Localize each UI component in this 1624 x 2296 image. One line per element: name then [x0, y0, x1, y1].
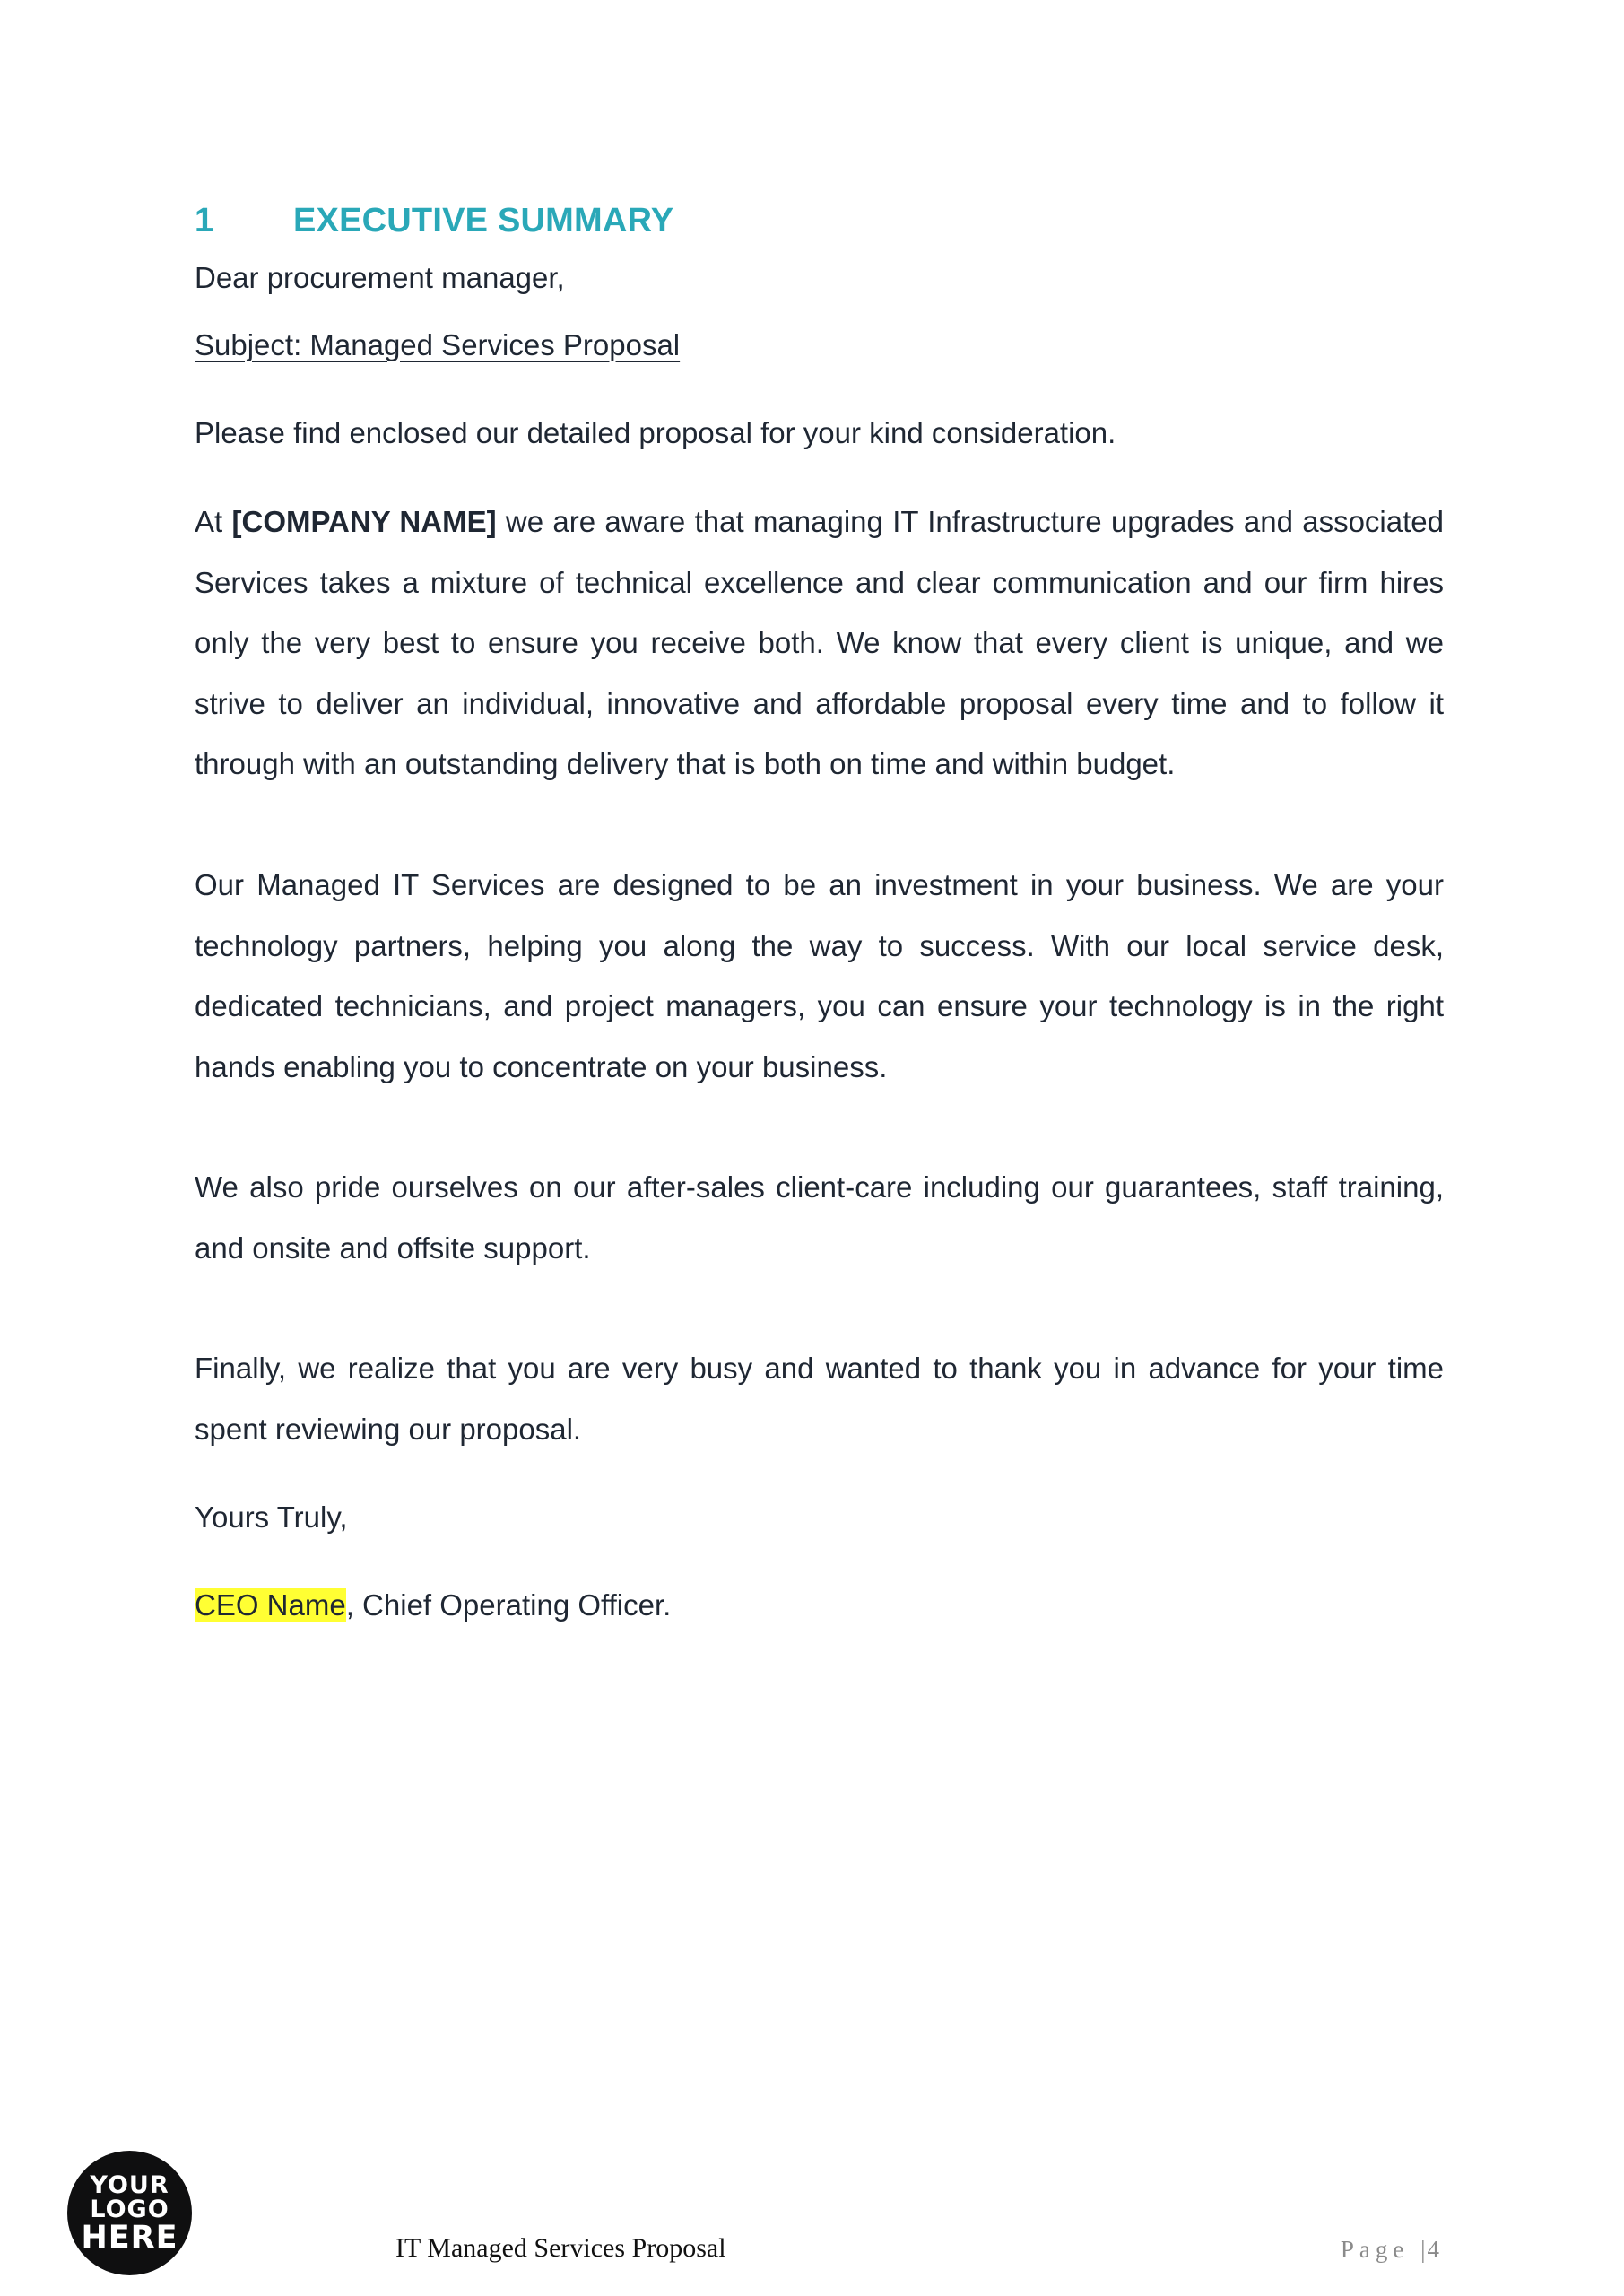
footer-page-value: 4: [1427, 2236, 1445, 2263]
section-title: EXECUTIVE SUMMARY: [293, 201, 674, 239]
logo-text-line-2: LOGO: [90, 2195, 169, 2223]
intro-paragraph: Please find enclosed our detailed proposal for your kind consideration.: [195, 416, 1116, 449]
paragraph-aftersales: We also pride ourselves on our after-sales client-care including our guarantees, staff training, and onsite and offsite support.: [195, 1170, 1444, 1265]
logo-text-line-1: YOUR: [90, 2170, 169, 2199]
closing: Yours Truly,: [195, 1500, 348, 1534]
paragraph-company: [195, 491, 1444, 795]
section-number: 1: [195, 201, 214, 239]
footer-page-separator: |: [1420, 2236, 1428, 2263]
footer-page-label: Page: [1340, 2236, 1410, 2263]
section-heading: [195, 196, 673, 246]
footer-document-title: IT Managed Services Proposal: [395, 2233, 726, 2263]
paragraph-services: Our Managed IT Services are designed to be an investment in your business. We are your technology partners, helping you along the way to success. With our local service desk, dedicated technicians, and project managers, you can ensure your technology is in the right hands enabling you to concentrate on your business.: [195, 868, 1444, 1083]
logo-text-line-3: HERE: [81, 2219, 178, 2256]
company-logo: [67, 2151, 192, 2275]
subject-line: Subject: Managed Services Proposal: [195, 328, 681, 361]
paragraph-closing-thanks: Finally, we realize that you are very busy and wanted to thank you in advance for your time spent reviewing our proposal.: [195, 1352, 1444, 1446]
paragraph-company-text: we are aware that managing IT Infrastructure upgrades and associated Services takes a mixture of technical excellence and clear communication and our firm hires only the very best to ensure you receive both. We know that every client is unique, and we strive to deliver an individual, innovative and affordable proposal every time and to follow it through with an outstanding delivery that is both on time and within budget.: [195, 505, 1444, 780]
company-name-placeholder: [COMPANY NAME]: [231, 505, 497, 538]
signature-title: , Chief Operating Officer.: [345, 1588, 672, 1622]
footer-page-number: [1341, 2236, 1445, 2264]
signature-name-placeholder: CEO Name: [195, 1588, 346, 1622]
salutation: Dear procurement manager,: [195, 261, 565, 294]
paragraph-company-prefix: At: [195, 505, 232, 538]
signature: [195, 1587, 671, 1623]
